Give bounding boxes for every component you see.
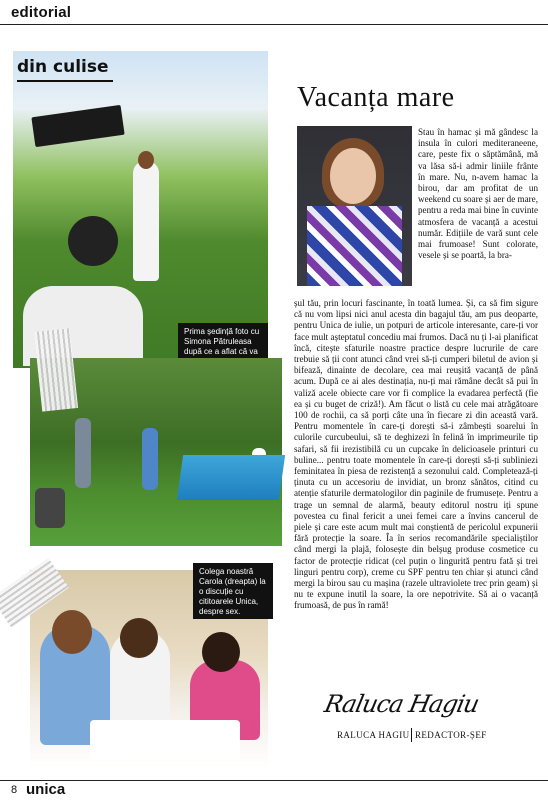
photo1-caption: Prima ședință foto cu Simona Pătruleasa după ce a aflat că va [178, 323, 268, 367]
photo3-caption: Colega noastră Carola (dreapta) la o discuție cu cititoarele Unica, despre sex. [193, 563, 273, 619]
article-title: Vacanța mare [297, 82, 455, 113]
magazine-brand: unica [26, 781, 66, 798]
photo-behind-the-scenes-shoot [13, 51, 268, 368]
pool-area [177, 455, 285, 500]
stamp-underline [17, 80, 113, 82]
section-label: editorial [11, 4, 72, 21]
behind-the-scenes-stamp: din culise [17, 57, 109, 77]
page-number: 8 [11, 784, 18, 796]
article-body: șul tău, prin locuri fascinante, în toată lumea. Și, ca să fim sigure că nu vom lipsi nici anul acesta din bagajul tău, am pus deoparte, pentru Unica de iulie, un potpuri de articole interesante, care-ți vor face mult așteptatul concediu mai frumos. Dacă nu ți l-ai planificat încă, citește sfaturile noastre practice despre lucrurile de care trebuie să ții cont atunci când vrei să-ți cumperi biletul de avion și bifează, dinainte de decolare, cea mai reușită vacanță de până acum. După ce ai ales destinația, nu-ți mai rămâne decât să pui în valiză acele obiecte care vor fi complice la evadarea perfectă (fie ea și cu buget de criză!). Am făcut o listă cu cele mai atrăgătoare 100 de rochii, ca să porți câte una în fiecare zi din această vară. Pentru momentele în care-ți dorești să-i zâmbești soarelui în culorile curcubeului, să te deghizezi în felină în imprimeurile tip safari, să fii irezistibilă cu un cupcake în delicioasele printuri cu buline... pentru toate momentele în care-ți dorești să-ți subliniezi feminitatea în piesa de rezistență a sezonului cald. Completează-ți ținuta cu un accesoriu de invidiat, un bronz sănătos, citind cu atenție sfaturile dermatologilor din paginile de frumusețe. Pentru a trage un semnal de alarmă, beauty editorul nostru iți spune povestea cu final fericit a unei femei care a învins cancerul de piele și care este acum mult mai conștientă de pericolul expunerii fără protecție la soare. Îa în serios recomandările specialiștilor când mergi la plajă, folosește din belșug produse cosmetice cu factor de protecție ridicat (cel puțin o lingurită pentru fată și trei linguri pentru corp), creme cu SPF pentru ten chiar și atunci când mergi la birou sau cu mașina (razele ultraviolete trec prin geam) și nu te expune inutil la soare, la ore nepotrivite. Să ai o vacanță frumoasă, de pus în ramă! [294, 298, 538, 611]
article-body-intro: Stau în hamac și mă gândesc la insula în culori mediteraneene, care, peste fix o săptămână, mă va lăsa să-i admir liniile frânte în mare. Nu, n-avem hamac la birou, dar am profitat de un weekend cu soare și aer de mare, pentru a reda mai bine în cuvinte atmosfera de vacanță a acestui număr. Edițiile de vară sunt cele mai frumoase! Sunt colorate, vesele și se poartă, la bra- [418, 127, 538, 261]
footer-rule [0, 780, 548, 781]
editor-portrait [297, 126, 412, 286]
editor-role: REDACTOR-ȘEF [415, 730, 487, 740]
signature-divider [411, 728, 412, 742]
editor-signature: Raluca Hagiu [322, 690, 482, 718]
editor-name: RALUCA HAGIU [337, 730, 410, 740]
header-rule [0, 24, 548, 25]
